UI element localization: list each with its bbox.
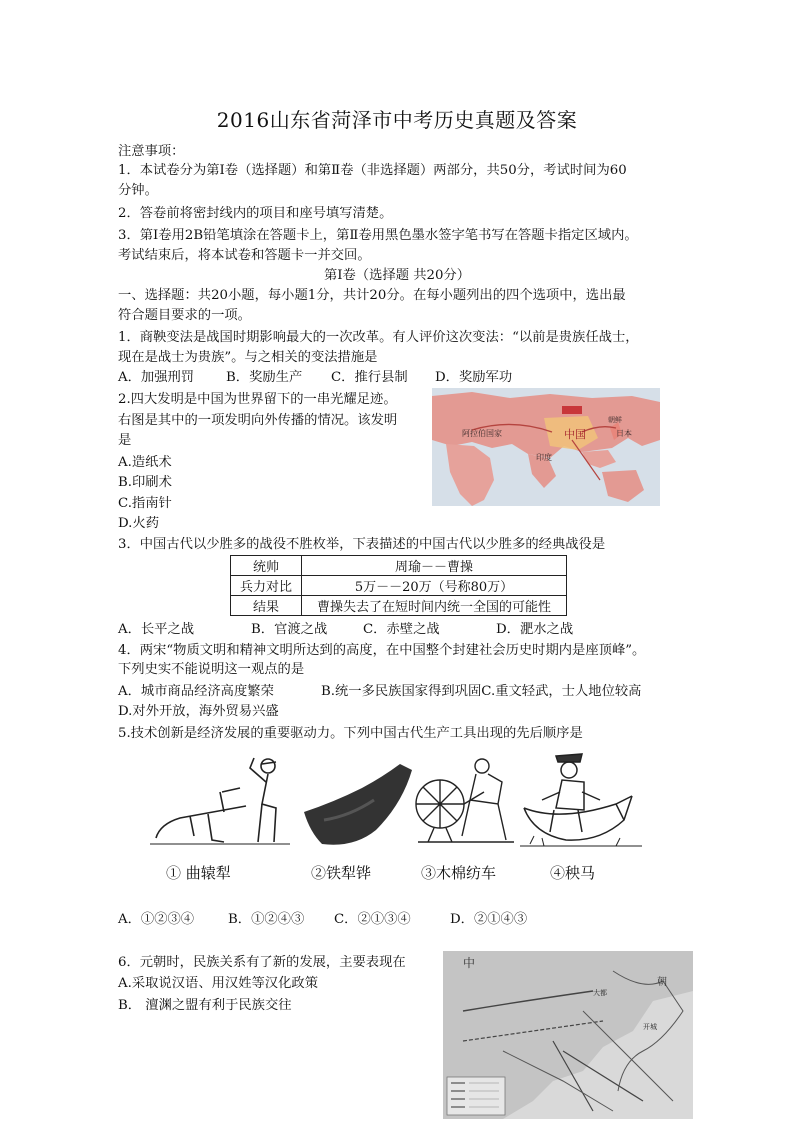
question-4-stem: 4．两宋“物质文明和精神文明所达到的高度，在中国整个封建社会历史时期内是座顶峰”。	[118, 643, 646, 658]
question-4-options	[118, 682, 641, 702]
notice-item: 分钟。	[118, 183, 158, 198]
notice-item: 3．第Ⅰ卷用2B铅笔填涂在答题卡上，第Ⅱ卷用黑色墨水签字笔书写在答题卡指定区域内。	[118, 228, 638, 243]
option-a: A．加强刑罚	[118, 370, 195, 385]
section-instructions: 一、选择题：共20小题，每小题1分，共计20分。在每小题列出的四个选项中，选出最	[118, 288, 626, 303]
image-caption: ②铁犁铧	[311, 864, 372, 882]
question-1-stem: 现在是战士为贵族”。与之相关的变法措施是	[118, 350, 378, 365]
notice-item: 1．本试卷分为第Ⅰ卷（选择题）和第Ⅱ卷（非选择题）两部分，共50分，考试时间为60	[118, 163, 627, 178]
map-label: 中国	[564, 428, 586, 441]
table-cell: 统帅	[231, 556, 302, 576]
question-4-stem: 下列史实不能说明这一观点的是	[118, 662, 305, 677]
plough-image	[150, 752, 295, 852]
map-label: 印度	[536, 453, 552, 462]
option-c: C.重文轻武，士人地位较高	[481, 684, 642, 699]
table-cell: 曹操失去了在短时间内统一全国的可能性	[302, 596, 567, 616]
table-cell: 兵力对比	[231, 576, 302, 596]
table-row	[231, 576, 567, 596]
table-cell: 周瑜－－曹操	[302, 556, 567, 576]
option-a: A．城市商品经济高度繁荣	[118, 684, 274, 699]
map-label: 开城	[643, 1023, 657, 1031]
world-map-image	[432, 388, 660, 506]
option-b: B．奖励生产	[226, 370, 303, 385]
option-c: C．②①③④	[334, 912, 411, 927]
option-b: B．①②④③	[228, 912, 305, 927]
option-a: A．长平之战	[118, 622, 195, 637]
option-c: C．赤壁之战	[363, 622, 440, 637]
option-c: C．推行县制	[331, 370, 408, 385]
option-b: B.统一多民族国家得到巩固	[321, 684, 482, 699]
map-label: 日本	[616, 429, 632, 438]
notice-item: 2．答卷前将密封线内的项目和座号填写清楚。	[118, 206, 393, 221]
map-label: 朝鲜	[608, 416, 622, 424]
spinning-wheel-image	[414, 752, 520, 852]
page-title: 2016山东省菏泽市中考历史真题及答案	[216, 108, 578, 132]
table-row	[231, 596, 567, 616]
map-label: 阿拉伯国家	[462, 429, 502, 438]
image-caption: ③木棉纺车	[421, 864, 497, 882]
map-label: 中	[463, 956, 476, 970]
image-caption: ① 曲辕犁	[166, 864, 231, 882]
option-a: A.造纸术	[118, 455, 172, 470]
notice-item: 考试结束后，将本试卷和答题卡一并交回。	[118, 248, 371, 263]
option-b: B.印刷术	[118, 475, 172, 490]
section-heading: 第Ⅰ卷（选择题 共20分）	[323, 268, 471, 283]
map-label: 朝	[657, 977, 667, 988]
question-3-options	[118, 620, 573, 640]
question-1-options	[118, 368, 512, 388]
question-6-stem: 6．元朝时，民族关系有了新的发展，主要表现在	[118, 955, 406, 970]
question-5-stem: 5.技术创新是经济发展的重要驱动力。下列中国古代生产工具出现的先后顺序是	[118, 726, 583, 741]
notice-heading: 注意事项：	[118, 144, 185, 159]
option-d: D．奖励军功	[435, 370, 513, 385]
rice-seedling-horse-image	[520, 748, 642, 854]
option-d: D.对外开放，海外贸易兴盛	[118, 704, 279, 719]
table-cell: 结果	[231, 596, 302, 616]
question-2-stem: 是	[118, 433, 132, 448]
option-a: A．①②③④	[118, 912, 195, 927]
option-c: C.指南针	[118, 496, 172, 511]
question-2-stem: 2.四大发明是中国为世界留下的一串光耀足迹。	[118, 392, 397, 407]
yuan-route-map-image	[443, 951, 693, 1119]
iron-ploughshare-image	[304, 758, 412, 850]
question-1-stem: 1．商鞅变法是战国时期影响最大的一次改革。有人评价这次变法：“以前是贵族任战士，	[118, 330, 639, 345]
table-cell: 5万－－20万（号称80万）	[302, 576, 567, 596]
question-3-stem: 3．中国古代以少胜多的战役不胜枚举，下表描述的中国古代以少胜多的经典战役是	[118, 537, 606, 552]
question-5-options	[118, 910, 527, 930]
table-row	[231, 556, 567, 576]
question-2-stem: 右图是其中的一项发明向外传播的情况。该发明	[118, 413, 398, 428]
battle-table	[230, 555, 567, 616]
option-d: D.火药	[118, 516, 160, 531]
option-a: A.采取说汉语、用汉姓等汉化政策	[118, 976, 318, 991]
option-b: B．官渡之战	[251, 622, 328, 637]
option-d: D．②①④③	[450, 912, 528, 927]
option-b: B． 澶渊之盟有利于民族交往	[118, 998, 292, 1013]
image-caption: ④秧马	[550, 864, 596, 882]
option-d: D．淝水之战	[496, 622, 574, 637]
map-label: 大都	[593, 989, 607, 997]
section-instructions: 符合题目要求的一项。	[118, 308, 251, 323]
